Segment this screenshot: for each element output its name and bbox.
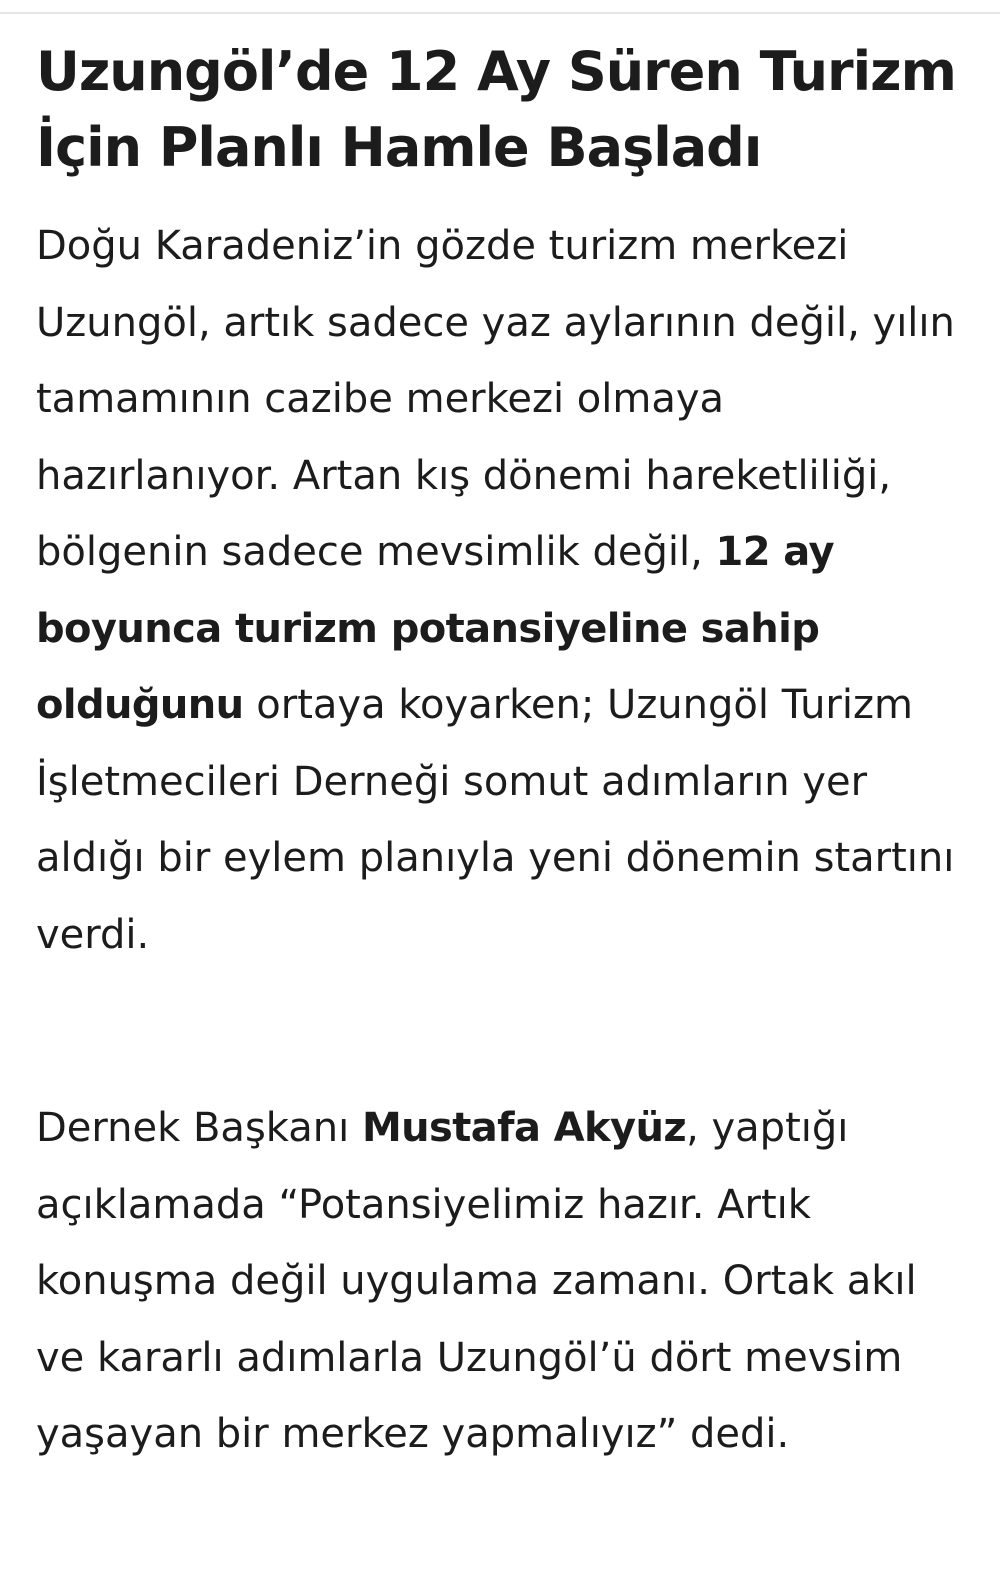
paragraph-1-bold-text: 12 ay boyunca turizm potansiyeline sahip olduğunu (36, 529, 834, 728)
article-paragraph-2 (36, 1090, 971, 1473)
paragraph-1-text-start: Doğu Karadeniz’in gözde turizm merkezi Uzungöl, artık sadece yaz aylarının değil, yılın tamamının cazibe merkezi olmaya hazırlanıyor. Artan kış dönemi hareketliliği, bölgenin sadece mevsimlik değil, (36, 223, 955, 575)
article-headline: Uzungöl’de 12 Ay Süren Turizm İçin Planlı Hamle Başladı (36, 40, 956, 179)
paragraph-2-bold-name: Mustafa Akyüz (361, 1105, 687, 1151)
article-paragraph-1 (36, 208, 971, 973)
top-divider (0, 0, 1000, 14)
paragraph-2-text-end: , yaptığı açıklamada “Potansiyelimiz hazır. Artık konuşma değil uygulama zamanı. Ortak akıl ve kararlı adımlarla Uzungöl’ü dört mevsim yaşayan bir merkez yapmalıyız” dedi. (36, 1105, 917, 1457)
paragraph-1-text-end: ortaya koyarken; Uzungöl Turizm İşletmecileri Derneği somut adımların yer aldığı bir eylem planıyla yeni dönemin startını verdi. (36, 682, 955, 958)
paragraph-2-text-start: Dernek Başkanı (36, 1105, 362, 1151)
